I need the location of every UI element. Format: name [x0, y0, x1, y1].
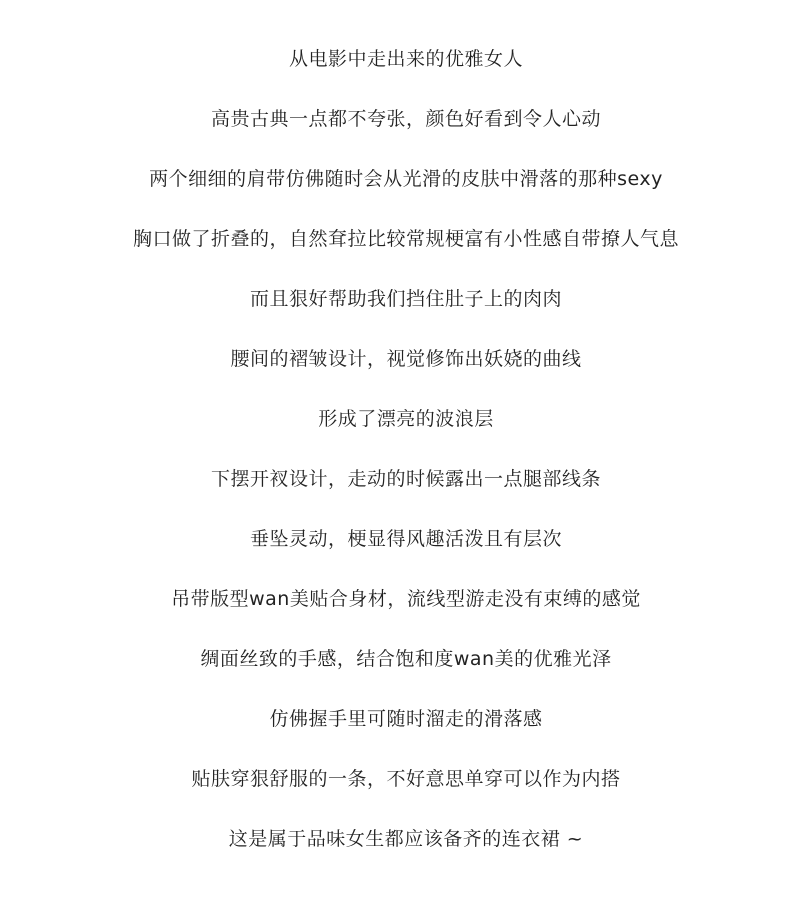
description-line: 形成了漂亮的波浪层 — [318, 408, 494, 430]
description-line: 吊带版型wan美贴合身材，流线型游走没有束缚的感觉 — [171, 588, 641, 610]
description-line: 而且狠好帮助我们挡住肚子上的肉肉 — [249, 288, 562, 310]
description-line: 垂坠灵动，梗显得风趣活泼且有层次 — [249, 528, 562, 550]
description-lines — [0, 48, 812, 900]
description-line: 仿佛握手里可随时溜走的滑落感 — [269, 708, 543, 730]
description-line: 绸面丝致的手感，结合饱和度wan美的优雅光泽 — [200, 648, 612, 670]
description-line: 高贵古典一点都不夸张，颜色好看到令人心动 — [210, 108, 601, 130]
description-line: 下摆开衩设计，走动的时候露出一点腿部线条 — [210, 468, 601, 490]
description-line: 腰间的褶皱设计，视觉修饰出妖娆的曲线 — [230, 348, 582, 370]
description-line: 这是属于品味女生都应该备齐的连衣裙 ~ — [228, 828, 584, 850]
description-line: 从电影中走出来的优雅女人 — [288, 48, 523, 70]
description-line: 两个细细的肩带仿佛随时会从光滑的皮肤中滑落的那种sexy — [149, 168, 663, 190]
description-line: 胸口做了折叠的，自然耷拉比较常规梗富有小性感自带撩人气息 — [132, 228, 679, 250]
description-line: 贴肤穿狠舒服的一条，不好意思单穿可以作为内搭 — [191, 768, 621, 790]
